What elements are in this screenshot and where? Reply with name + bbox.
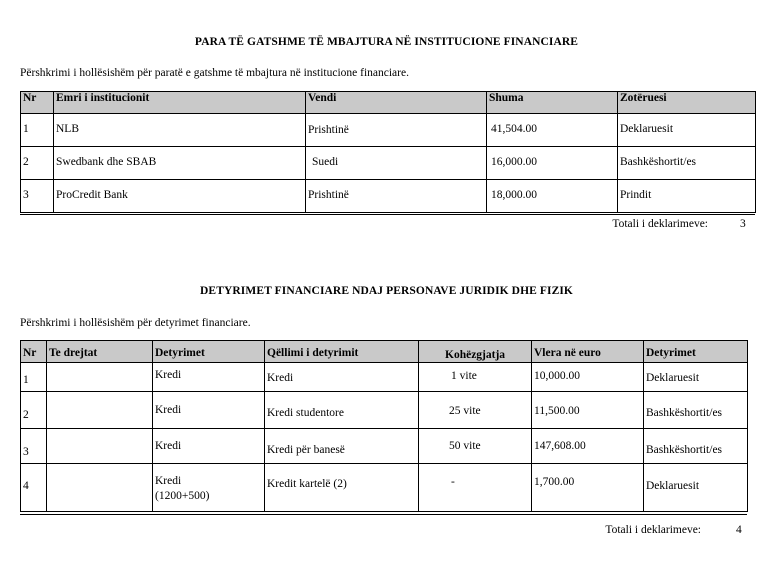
cell-rights	[47, 392, 153, 429]
total-label: Totali i deklarimeve:	[605, 524, 701, 536]
cash-holdings-table	[20, 91, 756, 213]
cell-duration: 25 vite	[419, 392, 532, 429]
cell-duration: -	[419, 464, 532, 512]
cell-purpose: Kredi	[265, 363, 419, 392]
cell-holder: Deklaruesit	[644, 464, 748, 512]
section1-description: Përshkrimi i hollësishëm për paratë e gatshme të mbajtura në institucione financiare.	[20, 67, 409, 79]
header-rights: Te drejtat	[47, 341, 153, 363]
liability-extra: (1200+500)	[155, 490, 210, 502]
section1-total-value: 3	[740, 218, 746, 230]
table-bottom-rule	[20, 514, 747, 515]
cell-holder: Deklaruesit	[644, 363, 748, 392]
cell-owner: Deklaruesit	[618, 114, 756, 147]
header-amount: Shuma	[487, 92, 618, 114]
cell-rights	[47, 429, 153, 464]
cell-rights	[47, 363, 153, 392]
cell-value: 147,608.00	[532, 429, 644, 464]
cell-nr: 1	[21, 363, 47, 392]
header-holder: Detyrimet	[644, 341, 748, 363]
header-duration: Kohëzgjatja	[419, 341, 532, 363]
cell-amount: 16,000.00	[487, 147, 618, 180]
cell-value: 1,700.00	[532, 464, 644, 512]
cell-nr: 2	[21, 392, 47, 429]
cell-liability: Kredi	[153, 392, 265, 429]
cell-purpose: Kredi studentore	[265, 392, 419, 429]
cell-purpose: Kredi për banesë	[265, 429, 419, 464]
header-country: Vendi	[306, 92, 487, 114]
cell-amount: 41,504.00	[487, 114, 618, 147]
cell-institution: ProCredit Bank	[54, 180, 306, 213]
table-row	[21, 114, 756, 147]
cell-amount: 18,000.00	[487, 180, 618, 213]
table-header-row	[21, 341, 748, 363]
cell-institution: NLB	[54, 114, 306, 147]
table-row	[21, 464, 748, 512]
cell-nr: 2	[21, 147, 54, 180]
cell-liability: Kredi	[153, 429, 265, 464]
header-purpose: Qëllimi i detyrimit	[265, 341, 419, 363]
cell-institution: Swedbank dhe SBAB	[54, 147, 306, 180]
table-row	[21, 147, 756, 180]
cell-value: 10,000.00	[532, 363, 644, 392]
cell-value: 11,500.00	[532, 392, 644, 429]
header-nr: Nr	[21, 341, 47, 363]
section2-title: DETYRIMET FINANCIARE NDAJ PERSONAVE JURIDIK DHE FIZIK	[200, 285, 573, 297]
cell-nr: 4	[21, 464, 47, 512]
cell-liability: Kredi	[153, 363, 265, 392]
liabilities-table	[20, 340, 748, 512]
section1-title: PARA TË GATSHME TË MBAJTURA NË INSTITUCIONE FINANCIARE	[194, 36, 579, 48]
cell-country: Suedi	[306, 147, 487, 180]
cell-liability	[153, 464, 265, 512]
table-bottom-rule	[20, 214, 755, 215]
cell-nr: 1	[21, 114, 54, 147]
cell-owner: Bashkëshortit/es	[618, 147, 756, 180]
cell-country: Prishtinë	[306, 180, 487, 213]
header-owner: Zotëruesi	[618, 92, 756, 114]
cell-rights	[47, 464, 153, 512]
cell-holder: Bashkëshortit/es	[644, 392, 748, 429]
cell-holder: Bashkëshortit/es	[644, 429, 748, 464]
table-row	[21, 392, 748, 429]
table-header-row	[21, 92, 756, 114]
header-nr: Nr	[21, 92, 54, 114]
cell-duration: 50 vite	[419, 429, 532, 464]
cell-nr: 3	[21, 429, 47, 464]
total-label: Totali i deklarimeve:	[612, 218, 708, 230]
table-row	[21, 363, 748, 392]
cell-purpose: Kredit kartelë (2)	[265, 464, 419, 512]
liability-type: Kredi	[155, 475, 182, 487]
header-value: Vlera në euro	[532, 341, 644, 363]
table-row	[21, 429, 748, 464]
table-row	[21, 180, 756, 213]
cell-country: Prishtinë	[306, 114, 487, 147]
header-liability: Detyrimet	[153, 341, 265, 363]
section2-description: Përshkrimi i hollësishëm për detyrimet financiare.	[20, 317, 251, 329]
header-institution: Emri i institucionit	[54, 92, 306, 114]
cell-owner: Prindit	[618, 180, 756, 213]
cell-nr: 3	[21, 180, 54, 213]
section2-total-value: 4	[736, 524, 742, 536]
cell-duration: 1 vite	[419, 363, 532, 392]
